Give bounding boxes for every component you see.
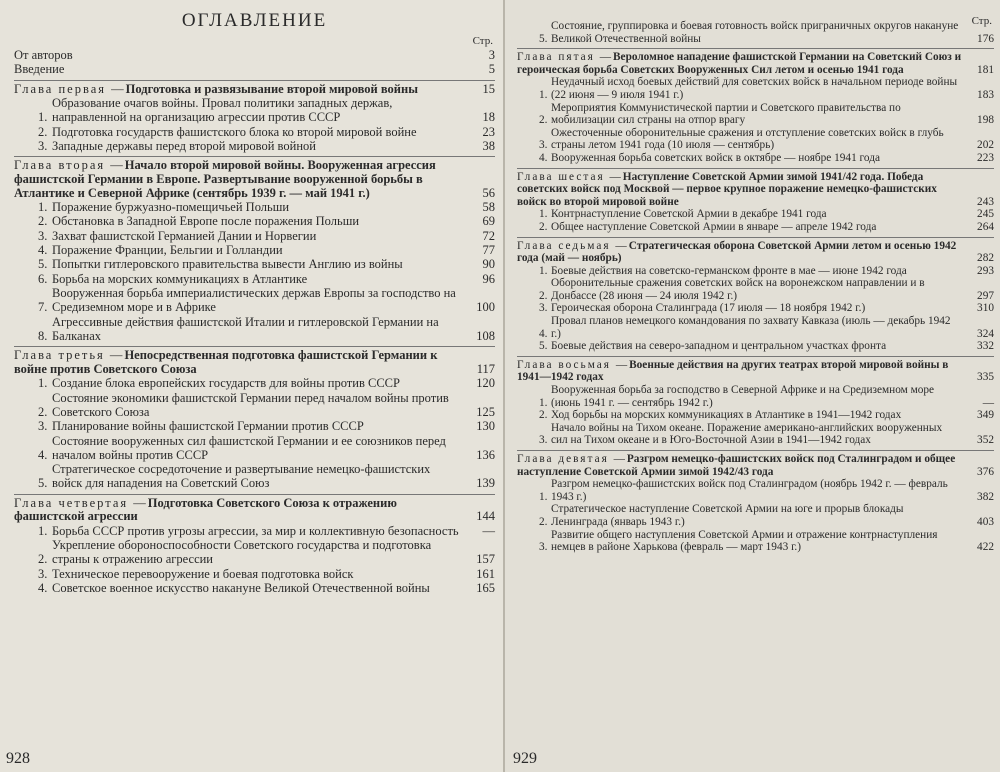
chapter-label: Глава третья —	[14, 348, 125, 363]
chapter-title: Стратегическая оборона Советской Армии летом и осенью 1942 года (май — ноябрь)	[517, 239, 957, 265]
chapter-heading	[517, 453, 994, 478]
chapter-heading-text	[14, 349, 469, 376]
chapter-block	[14, 156, 495, 343]
chapter-block	[517, 168, 994, 234]
item-page: 96	[482, 271, 495, 286]
item-page: —	[982, 396, 994, 409]
item-text: Попытки гитлеровского правительства вывести Англию из войны	[52, 257, 403, 272]
chapter-heading-text	[517, 171, 968, 209]
chapter-title: Военные действия на других театрах второй мировой войны в 1941—1942 годах	[517, 358, 949, 384]
chapter-block	[14, 346, 495, 491]
item-page: 382	[977, 490, 994, 503]
item-text: Общее наступление Советской Армии в январе — апреле 1942 года	[551, 220, 877, 233]
item-text: Стратегическое сосредоточение и развертывание немецко-фашистских войск для нападения на Советский Союз	[52, 462, 431, 491]
chapter-items	[14, 200, 495, 343]
chapter-block	[14, 80, 495, 154]
chapter-heading-text	[517, 359, 968, 384]
top-entries	[14, 48, 495, 77]
item-number: 2.	[38, 214, 48, 229]
item-text: Западные державы перед второй мировой войной	[52, 139, 316, 154]
toc-item	[38, 390, 495, 420]
item-text: Техническое перевооружение и боевая подготовка войск	[52, 566, 354, 581]
item-text: Вооруженная борьба советских войск в октябре — ноябре 1941 года	[551, 151, 880, 164]
chapter-heading	[14, 349, 495, 376]
toc-item	[38, 285, 495, 315]
toc-item	[38, 419, 495, 434]
toc-item	[38, 376, 495, 391]
chapter-page: 117	[476, 361, 495, 376]
item-number: 1.	[38, 200, 48, 215]
item-text: Агрессивные действия фашистской Италии и гитлеровской Германии на Балканах	[52, 314, 439, 343]
toc-item	[38, 538, 495, 567]
chapter-heading	[14, 83, 495, 97]
item-number: 2.	[539, 289, 548, 302]
item-number: 3.	[38, 228, 48, 243]
item-number: 1.	[38, 523, 48, 538]
item-text: Состояние, группировка и боевая готовность войск приграничных округов накануне Великой Отечественной войны	[551, 20, 959, 45]
chapter-items	[517, 76, 994, 164]
chapter-page: 376	[977, 465, 994, 478]
toc-item	[539, 409, 994, 422]
item-number: 4.	[38, 447, 48, 462]
chapter-label: Глава пятая —	[517, 51, 614, 64]
item-page: 77	[482, 243, 495, 258]
item-text: Развитие общего наступления Советской Армии и отражение контрнаступления немцев в районе Харькова (февраль — март 1943 г.)	[551, 528, 938, 554]
item-number: 7.	[38, 300, 48, 315]
chapter-page: 243	[977, 195, 994, 208]
item-number: 5.	[38, 476, 48, 491]
chapter-label: Глава восьмая —	[517, 358, 630, 371]
chapter-list	[517, 48, 994, 554]
item-text: Вооруженная борьба за господство в Северной Африке и на Средиземном море (июнь 1941 г. — сентябрь 1942 г.)	[551, 384, 935, 409]
item-page: 165	[476, 581, 495, 596]
item-number: 2.	[539, 114, 548, 127]
item-text: Обстановка в Западной Европе после поражения Польши	[52, 214, 360, 229]
toc-item	[539, 478, 994, 503]
item-text: Неудачный исход боевых действий для советских войск в начальном периоде войны (22 июня — 9 июля 1941 г.)	[551, 76, 958, 101]
item-number: 3.	[539, 139, 548, 152]
chapter-items	[517, 208, 994, 233]
item-text: Подготовка государств фашистского блока ко второй мировой войне	[52, 124, 417, 139]
item-text: Мероприятия Коммунистической партии и Советского правительства по мобилизации сил страны на отпор врагу	[551, 101, 901, 127]
page-number: 929	[513, 750, 537, 767]
chapter-label: Глава вторая —	[14, 158, 125, 173]
item-number: 6.	[38, 271, 48, 286]
right-page	[503, 0, 1000, 772]
item-page: 324	[977, 327, 994, 340]
item-number: 1.	[539, 490, 548, 503]
chapter-items	[14, 376, 495, 490]
toc-item	[38, 462, 495, 491]
chapter-heading-text	[517, 51, 968, 76]
chapter-title: Подготовка и развязывание второй мировой войны	[125, 81, 418, 96]
item-text: Поражение Франции, Бельгии и Голландии	[52, 243, 283, 258]
item-number: 2.	[38, 124, 48, 139]
item-number: 1.	[38, 110, 48, 125]
item-page: 310	[977, 302, 994, 315]
item-text: Контрнаступление Советской Армии в декабре 1941 года	[551, 208, 827, 221]
toc-item	[38, 124, 495, 139]
toc-item	[38, 96, 495, 125]
chapter-title: Подготовка Советского Союза к отражению фашистской агрессии	[14, 495, 397, 524]
toc-item	[38, 257, 495, 272]
item-number: 3.	[539, 541, 548, 554]
item-text: Боевые действия на северо-западном и центральном участках фронта	[551, 340, 887, 353]
toc-item	[38, 228, 495, 243]
item-text: Состояние экономики фашистской Германии перед началом войны против Советского Союза	[52, 390, 449, 419]
toc-item	[539, 340, 994, 353]
page-title: ОГЛАВЛЕНИЕ	[181, 10, 328, 31]
item-text: Вооруженная борьба империалистических держав Европы за господство на Средиземном море и в Африке	[52, 285, 456, 315]
item-page: 202	[977, 139, 994, 152]
item-text: Начало войны на Тихом океане. Поражение американо-английских вооруженных сил на Тихом океане и в Юго-Восточной Азии в 1941—1942 годах	[551, 421, 943, 447]
toc-item	[38, 200, 495, 215]
item-number: 5.	[539, 32, 548, 45]
page-column-label: Стр.	[971, 15, 992, 27]
item-page: 58	[482, 200, 495, 215]
chapter-items	[517, 384, 994, 447]
item-number: 5.	[38, 257, 48, 272]
chapter-items	[517, 478, 994, 554]
chapter-block	[517, 356, 994, 447]
toc-entry	[14, 62, 495, 76]
chapter-label: Глава первая —	[14, 81, 126, 96]
item-page: 245	[977, 208, 994, 221]
item-page: 349	[977, 409, 994, 422]
item-page: 139	[476, 476, 495, 491]
item-text: Образование очагов войны. Провал политики западных держав, направленной на организацию агрессии против СССР	[52, 96, 393, 125]
item-number: 3.	[539, 434, 548, 447]
item-number: 2.	[539, 409, 548, 422]
item-page: 38	[482, 139, 495, 154]
item-number: 2.	[38, 552, 48, 567]
chapter-block	[14, 494, 495, 596]
toc-item	[38, 214, 495, 229]
chapter-block	[517, 48, 994, 164]
item-text: Укрепление обороноспособности Советского государства и подготовка страны к отражению агрессии	[52, 538, 432, 567]
item-page: 161	[476, 566, 495, 581]
item-number: 2.	[539, 515, 548, 528]
item-page: 293	[977, 264, 994, 277]
toc-item	[539, 151, 994, 165]
item-page: 264	[977, 220, 994, 233]
chapter-heading	[14, 159, 495, 200]
item-number: 5.	[539, 340, 548, 353]
item-text: Боевые действия на советско-германском фронте в мае — июне 1942 года	[551, 264, 907, 277]
chapter-items	[14, 96, 495, 153]
entry-page: 5	[488, 62, 495, 77]
item-page: 183	[977, 88, 994, 101]
chapter-page: 335	[977, 371, 994, 384]
item-text: Борьба СССР против угрозы агрессии, за мир и коллективную безопасность	[52, 523, 459, 538]
toc-item	[539, 503, 994, 528]
item-text: Героическая оборона Сталинграда (17 июля — 18 ноября 1942 г.)	[551, 302, 866, 315]
item-page: 18	[482, 110, 495, 125]
item-page: 136	[476, 447, 495, 462]
item-page: 352	[977, 434, 994, 447]
item-number: 8.	[38, 328, 48, 343]
chapter-page: 56	[482, 185, 495, 200]
chapter-heading	[517, 359, 994, 384]
item-text: Состояние вооруженных сил фашистской Германии и ее союзников перед началом войны против СССР	[52, 433, 446, 462]
item-number: 4.	[539, 327, 548, 340]
chapter-label: Глава девятая —	[517, 453, 627, 465]
item-page: —	[482, 523, 495, 538]
chapter-heading	[517, 240, 994, 265]
item-page: 72	[482, 228, 495, 243]
toc-item	[38, 243, 495, 258]
item-page: 100	[476, 300, 495, 315]
toc-item	[539, 528, 994, 554]
toc-item	[539, 421, 994, 447]
chapter-block	[517, 237, 994, 353]
item-number: 4.	[38, 243, 48, 258]
chapter-items	[14, 524, 495, 595]
item-text: Оборонительные сражения советских войск на воронежском направлении и в Донбассе (28 июня — 24 июля 1942 г.)	[551, 277, 925, 302]
item-number: 3.	[38, 566, 48, 581]
chapter-block	[517, 450, 994, 554]
item-page: 69	[482, 214, 495, 229]
page-number: 928	[6, 750, 30, 767]
chapter-title: Наступление Советской Армии зимой 1941/42 года. Победа советских войск под Москвой — первое крупное поражение немецко-фашистских войск во второй мировой войне	[517, 170, 937, 208]
item-page: 125	[476, 404, 495, 419]
toc-entry	[14, 48, 495, 62]
item-text: Захват фашистской Германией Дании и Норвегии	[52, 228, 317, 243]
toc-item	[38, 581, 495, 596]
toc-item	[539, 220, 994, 234]
chapter-heading-text	[14, 159, 469, 200]
toc-item	[38, 523, 495, 538]
item-page: 403	[977, 515, 994, 528]
chapter-page: 15	[482, 81, 495, 96]
entry-text: От авторов	[14, 48, 73, 62]
item-page: 90	[482, 257, 495, 272]
item-number: 3.	[539, 302, 548, 315]
item-page: 198	[977, 114, 994, 127]
item-text: Ход борьбы на морских коммуникациях в Атлантике в 1941—1942 годах	[551, 409, 902, 422]
chapter-heading	[517, 171, 994, 209]
chapter-label: Глава четвертая —	[14, 495, 148, 510]
item-text: Борьба на морских коммуникациях в Атлантике	[52, 271, 308, 286]
item-page: 130	[476, 419, 495, 434]
toc-item	[539, 315, 994, 340]
continued-items	[517, 20, 994, 45]
chapter-heading-text	[517, 240, 968, 265]
chapter-heading-text	[14, 83, 469, 97]
item-page: 108	[476, 328, 495, 343]
toc-item	[38, 433, 495, 463]
item-page: 297	[977, 289, 994, 302]
toc-item	[539, 208, 994, 221]
item-number: 1.	[539, 264, 548, 277]
chapter-title: Непосредственная подготовка фашистской Германии к войне против Советского Союза	[14, 348, 438, 376]
item-text: Поражение буржуазно-помещичьей Польши	[52, 200, 290, 215]
item-page: 176	[977, 32, 994, 45]
item-text: Провал планов немецкого командования по захвату Кавказа (июль — декабрь 1942 г.)	[551, 315, 951, 340]
chapter-heading-text	[517, 453, 968, 478]
chapter-heading	[14, 497, 495, 524]
toc-item	[539, 384, 994, 409]
item-number: 4.	[38, 581, 48, 596]
item-text: Планирование войны фашистской Германии против СССР	[52, 419, 364, 434]
toc-item	[539, 101, 994, 127]
item-number: 1.	[38, 376, 48, 391]
chapter-heading	[517, 51, 994, 76]
item-page: 157	[476, 552, 495, 567]
toc-item	[539, 20, 994, 45]
item-number: 1.	[539, 208, 548, 221]
toc-item	[539, 277, 994, 302]
item-text: Стратегическое наступление Советской Армии на юге и прорыв блокады Ленинграда (январь 1943 г.)	[551, 503, 904, 528]
item-text: Ожесточенные оборонительные сражения и отступление советских войск в глубь страны летом 1941 года (10 июля — сентябрь)	[551, 126, 944, 152]
chapter-items	[517, 265, 994, 353]
toc-item	[539, 76, 994, 101]
chapter-label: Глава седьмая —	[517, 239, 629, 252]
chapter-page: 144	[476, 509, 495, 524]
item-page: 23	[482, 124, 495, 139]
page-column-label: Стр.	[472, 35, 493, 47]
toc-item	[539, 126, 994, 152]
chapter-list	[14, 80, 495, 596]
item-number: 1.	[539, 88, 548, 101]
item-number: 3.	[38, 139, 48, 154]
item-number: 2.	[38, 404, 48, 419]
chapter-page: 181	[977, 63, 994, 76]
toc-item	[38, 271, 495, 286]
chapter-title: Вероломное нападение фашистской Германии на Советский Союз и героическая борьба Советских Вооруженных Сил летом и осенью 1941 года	[517, 51, 962, 76]
entry-text: Введение	[14, 62, 65, 77]
item-page: 120	[476, 376, 495, 391]
item-number: 2.	[539, 220, 548, 233]
toc-item	[38, 139, 495, 154]
item-page: 332	[977, 340, 994, 353]
chapter-label: Глава шестая —	[517, 170, 623, 183]
toc-item	[38, 314, 495, 344]
item-number: 3.	[38, 419, 48, 434]
item-page: 422	[977, 541, 994, 554]
chapter-heading-text	[14, 497, 469, 524]
item-page: 223	[977, 151, 994, 164]
item-text: Создание блока европейских государств для войны против СССР	[52, 376, 400, 391]
chapter-title: Начало второй мировой войны. Вооруженная агрессия фашистской Германии в Европе. Развертывание вооруженной борьбы в Атлантике и Северной Африке (сентябрь 1939 г. — май 1941 г.)	[14, 158, 436, 200]
chapter-title: Разгром немецко-фашистских войск под Сталинградом и общее наступление Советской Армии зимой 1942/43 года	[517, 453, 956, 478]
item-number: 1.	[539, 396, 548, 409]
toc-item	[539, 264, 994, 278]
chapter-page: 282	[977, 252, 994, 265]
toc-item	[38, 566, 495, 581]
item-number: 4.	[539, 151, 548, 164]
item-text: Советское военное искусство накануне Великой Отечественной войны	[52, 581, 430, 596]
entry-page: 3	[488, 48, 495, 62]
item-text: Разгром немецко-фашистских войск под Сталинградом (ноябрь 1942 г. — февраль 1943 г.)	[551, 478, 948, 503]
toc-item	[539, 302, 994, 315]
